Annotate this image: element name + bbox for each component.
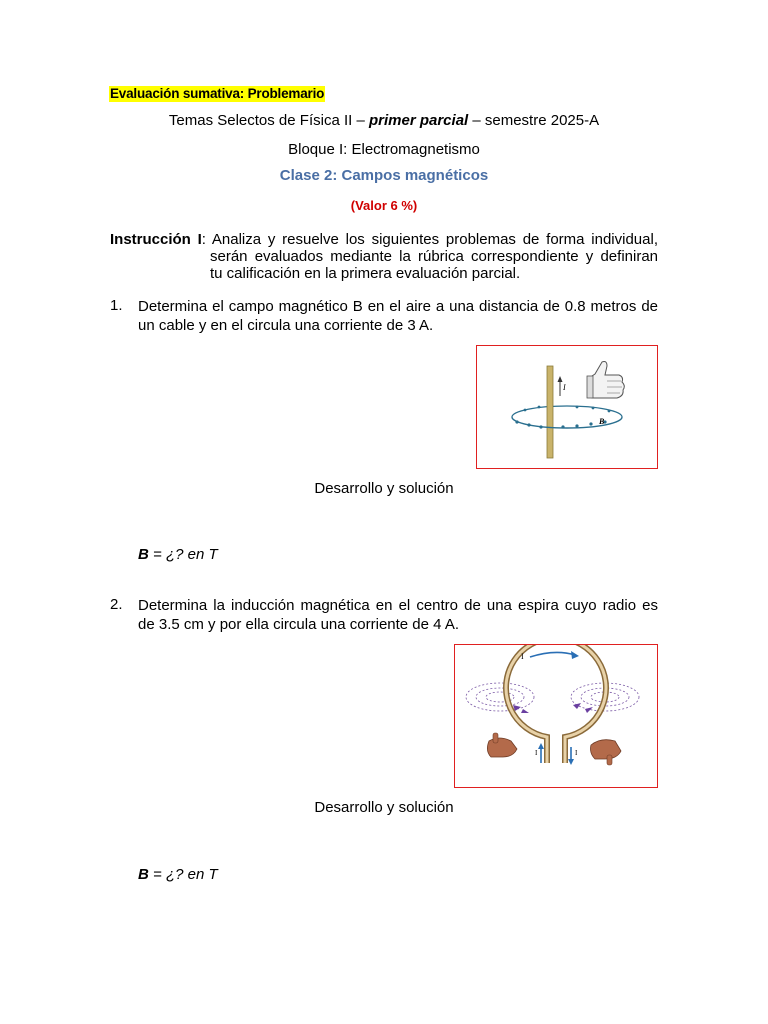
field-label: B bbox=[599, 417, 605, 426]
evaluation-tag: Evaluación sumativa: Problemario bbox=[110, 86, 325, 101]
question-2-answer bbox=[138, 866, 218, 883]
thumbs-up-hand-icon bbox=[587, 362, 624, 399]
question-2-line-2: de 3.5 cm y por ella circula una corriente de 4 A. bbox=[138, 616, 460, 633]
class-title: Clase 2: Campos magnéticos bbox=[279, 167, 489, 184]
question-2-development: Desarrollo y solución bbox=[314, 799, 454, 816]
straight-wire-field-diagram bbox=[477, 346, 657, 468]
subtitle-pre: Temas Selectos de Física II – bbox=[168, 112, 369, 129]
answer-2-rest: = ¿? en T bbox=[148, 866, 218, 883]
instruction-text-1: : Analiza y resuelve los siguientes problemas de forma individual, bbox=[201, 231, 658, 248]
answer-2-variable: B bbox=[138, 866, 149, 883]
loop-current-label-right: I bbox=[575, 749, 578, 757]
instruction-line-2: serán evaluados mediante la rúbrica correspondiente y definiran bbox=[210, 248, 658, 265]
current-label: I bbox=[563, 383, 566, 392]
question-2-text bbox=[138, 596, 658, 634]
course-subtitle bbox=[0, 112, 768, 130]
answer-1-variable: B bbox=[138, 546, 149, 563]
question-1-line-1: Determina el campo magnético B en el aire a una distancia de 0.8 metros de bbox=[138, 298, 658, 315]
figure-current-loop bbox=[454, 644, 658, 788]
question-1-answer bbox=[138, 546, 218, 563]
loop-current-label-left: I bbox=[535, 749, 538, 757]
value-label: (Valor 6 %) bbox=[350, 198, 418, 213]
subtitle-emphasis: primer parcial bbox=[368, 112, 469, 129]
question-2-line-1: Determina la inducción magnética en el centro de una espira cuyo radio es bbox=[138, 597, 658, 614]
question-1-development: Desarrollo y solución bbox=[314, 480, 454, 497]
block-title: Bloque I: Electromagnetismo bbox=[288, 141, 480, 158]
question-1-text bbox=[138, 297, 658, 335]
question-1-line-2: un cable y en el circula una corriente de 3 A. bbox=[138, 317, 434, 334]
answer-1-rest: = ¿? en T bbox=[148, 546, 218, 563]
subtitle-post: – semestre 2025-A bbox=[468, 112, 600, 129]
instruction-label: Instrucción I bbox=[110, 231, 202, 248]
loop-current-label-top: I bbox=[521, 652, 524, 661]
current-loop-field-diagram bbox=[455, 645, 657, 787]
question-1-number: 1. bbox=[110, 297, 123, 314]
instruction-line-1 bbox=[110, 231, 658, 248]
right-hand-left-icon bbox=[487, 733, 517, 757]
question-2-number: 2. bbox=[110, 596, 123, 613]
instruction-line-3: tu calificación en la primera evaluación parcial. bbox=[210, 265, 521, 282]
instruction bbox=[110, 231, 658, 282]
right-hand-right-icon bbox=[591, 740, 622, 765]
figure-straight-wire bbox=[476, 345, 658, 469]
